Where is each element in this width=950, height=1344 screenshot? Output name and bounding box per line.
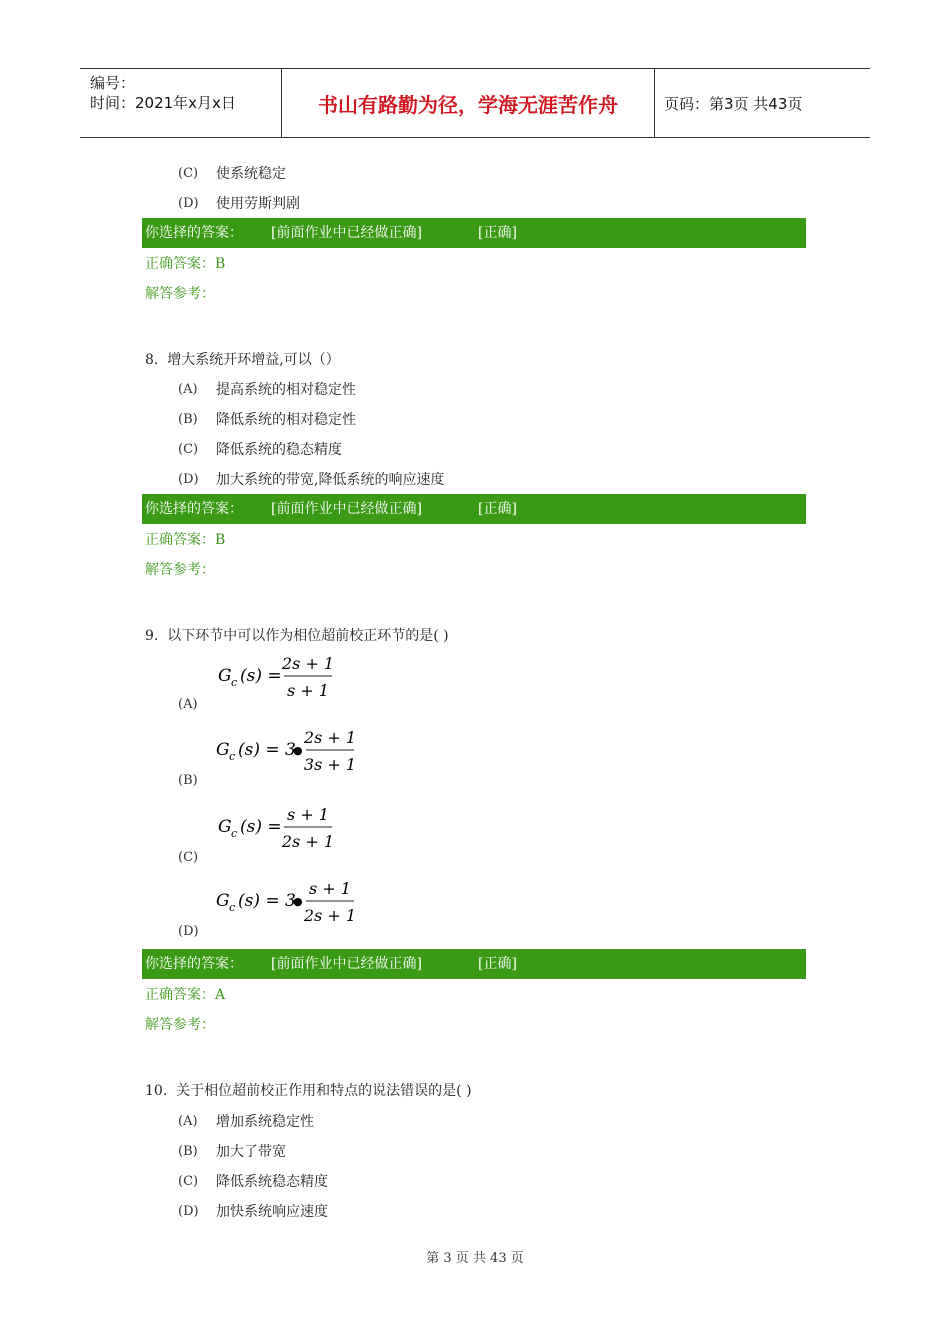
- option-text: 加大系统的带宽,降低系统的响应速度: [216, 472, 445, 488]
- formula-numerator: s + 1: [287, 805, 329, 824]
- correct-answer: 正确答案：B: [145, 256, 226, 272]
- formula-subscript: c: [231, 827, 238, 840]
- answer-bar: [142, 949, 806, 979]
- option-text: 降低系统的相对稳定性: [216, 412, 356, 428]
- formula-multiply-dot: ●: [293, 895, 303, 908]
- option-letter: (B): [178, 412, 198, 427]
- selected-answer-label: 你选择的答案：: [145, 501, 243, 517]
- option-letter: (C): [178, 850, 199, 865]
- formula-subscript: c: [231, 676, 238, 689]
- formula-numerator: s + 1: [309, 879, 351, 898]
- page-header: [80, 68, 870, 138]
- answer-status: [正确]: [478, 501, 517, 517]
- option-letter: (D): [178, 1204, 199, 1219]
- option-text: 使系统稳定: [216, 166, 286, 182]
- formula-argument: (s) = 3: [238, 740, 296, 760]
- formula-lhs: G: [216, 740, 230, 760]
- option-letter: (C): [178, 442, 199, 457]
- formula-subscript: c: [229, 750, 236, 763]
- formula-c: [214, 801, 344, 853]
- answer-status: [正确]: [478, 956, 517, 972]
- formula-b: [212, 724, 362, 776]
- header-divider: [654, 69, 655, 137]
- formula-denominator: 3s + 1: [303, 755, 357, 774]
- option-letter: (A): [178, 697, 198, 712]
- option-letter: (C): [178, 166, 199, 181]
- formula-lhs: G: [216, 891, 230, 911]
- formula-lhs: G: [218, 817, 232, 837]
- selected-answer-label: 你选择的答案：: [145, 956, 243, 972]
- document-time-label: 时间：2021年x月x日: [90, 94, 236, 112]
- option-letter: (A): [178, 1114, 198, 1129]
- answer-reference: 解答参考：: [145, 562, 215, 578]
- formula-numerator: 2s + 1: [281, 654, 335, 673]
- option-text: 降低系统的稳态精度: [216, 442, 342, 458]
- answer-status: [正确]: [478, 225, 517, 241]
- question-title: 8. 增大系统开环增益,可以（）: [145, 352, 340, 368]
- answer-reference: 解答参考：: [145, 286, 215, 302]
- option-text: 降低系统稳态精度: [216, 1174, 328, 1190]
- option-text: 提高系统的相对稳定性: [216, 382, 356, 398]
- selected-answer-value: [前面作业中已经做正确]: [271, 501, 422, 517]
- formula-denominator: s + 1: [287, 681, 329, 700]
- option-text: 使用劳斯判剧: [216, 196, 300, 212]
- option-letter: (A): [178, 382, 198, 397]
- question-title: 10. 关于相位超前校正作用和特点的说法错误的是( ): [145, 1083, 472, 1099]
- header-page-info: 页码：第3页 共43页: [664, 94, 803, 113]
- correct-answer: 正确答案：B: [145, 532, 226, 548]
- correct-answer: 正确答案：A: [145, 987, 226, 1003]
- formula-denominator: 2s + 1: [281, 832, 335, 851]
- option-letter: (D): [178, 924, 199, 939]
- selected-answer-value: [前面作业中已经做正确]: [271, 225, 422, 241]
- formula-argument: (s) = 3: [238, 891, 296, 911]
- formula-numerator: 2s + 1: [303, 728, 357, 747]
- answer-bar: [142, 494, 806, 524]
- option-letter: (D): [178, 196, 199, 211]
- option-text: 加快系统响应速度: [216, 1204, 328, 1220]
- option-letter: (B): [178, 773, 198, 788]
- option-letter: (B): [178, 1144, 198, 1159]
- formula-multiply-dot: ●: [293, 744, 303, 757]
- option-letter: (D): [178, 472, 199, 487]
- option-letter: (C): [178, 1174, 199, 1189]
- formula-a: [214, 650, 344, 702]
- formula-lhs: G: [218, 666, 232, 686]
- answer-bar: [142, 218, 806, 248]
- formula-d: [212, 875, 362, 927]
- option-text: 加大了带宽: [216, 1144, 286, 1160]
- header-motto: 书山有路勤为径，学海无涯苦作舟: [318, 92, 618, 117]
- formula-argument: (s) =: [240, 817, 282, 837]
- formula-denominator: 2s + 1: [303, 906, 357, 925]
- option-text: 增加系统稳定性: [216, 1114, 314, 1130]
- document-number-label: 编号：: [90, 74, 136, 92]
- selected-answer-label: 你选择的答案：: [145, 225, 243, 241]
- page-footer: 第 3 页 共 43 页: [426, 1251, 524, 1266]
- header-meta: [90, 73, 236, 113]
- formula-argument: (s) =: [240, 666, 282, 686]
- answer-reference: 解答参考：: [145, 1017, 215, 1033]
- formula-subscript: c: [229, 901, 236, 914]
- selected-answer-value: [前面作业中已经做正确]: [271, 956, 422, 972]
- question-title: 9. 以下环节中可以作为相位超前校正环节的是( ): [145, 628, 449, 644]
